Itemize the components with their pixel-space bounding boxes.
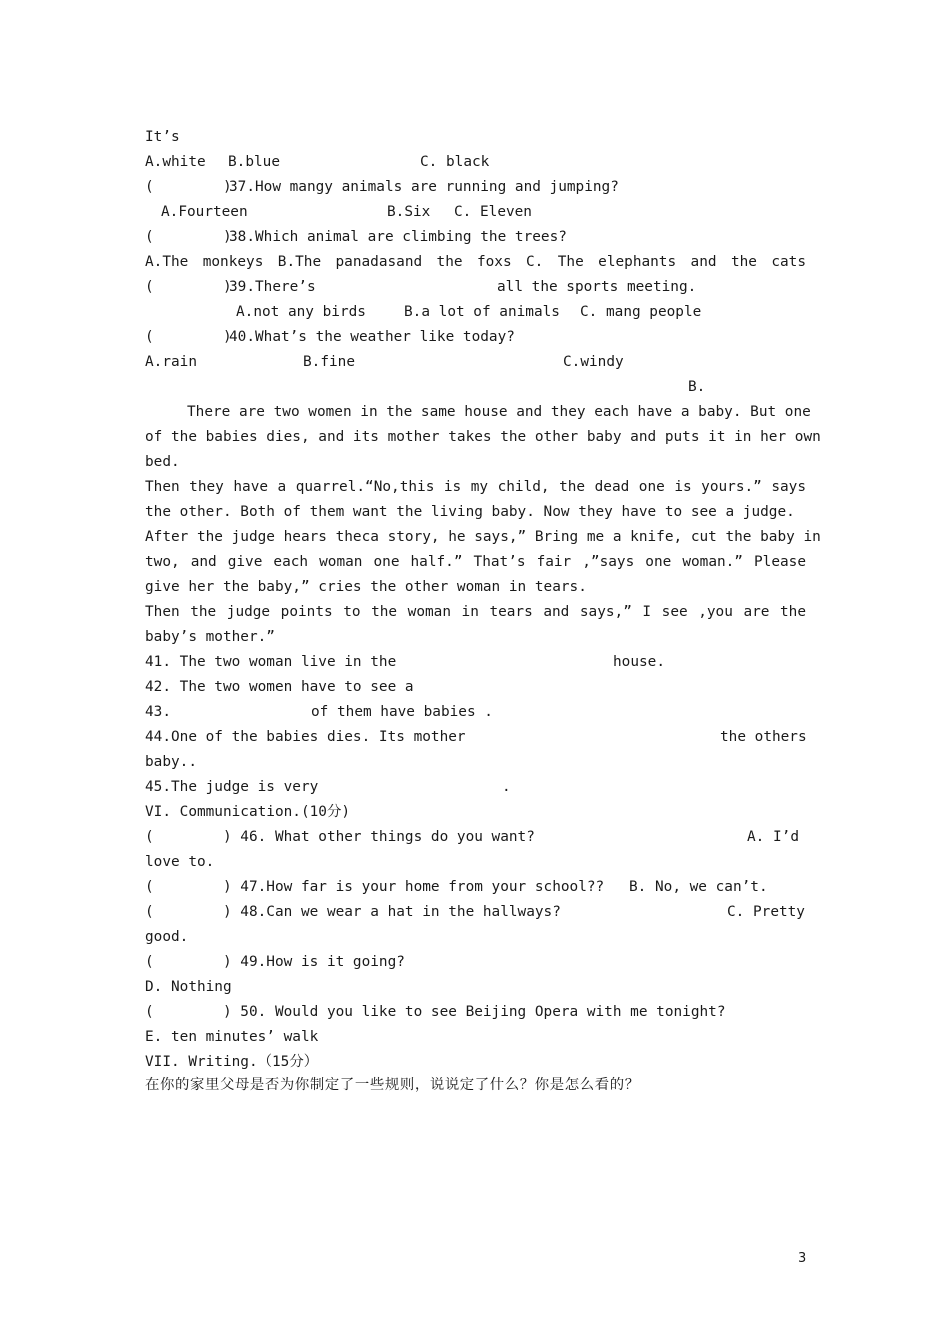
- passage-line: give her the baby,” cries the other woman in tears.: [145, 579, 587, 595]
- passage-line: baby’s mother.”: [145, 629, 275, 645]
- option-c-text: C. Pretty: [727, 904, 805, 920]
- q40-option-a: A.rain: [145, 354, 197, 370]
- q40-question: 40.What’s the weather like today?: [229, 329, 515, 345]
- option-b-text: B. No, we can’t.: [629, 879, 768, 895]
- q39-question-end: all the sports meeting.: [497, 279, 697, 295]
- q39-question-start: 39.There’s: [229, 279, 316, 295]
- option-a-text: A. I’d: [747, 829, 799, 845]
- passage-line: After the judge hears theca story, he says,” Bring me a knife, cut the baby in: [145, 529, 821, 545]
- q43-text: of them have babies .: [311, 704, 493, 720]
- q43-number: 43.: [145, 704, 171, 720]
- q40-option-c: C.windy: [563, 354, 624, 370]
- passage-line: bed.: [145, 454, 180, 470]
- q38-options: A.The monkeys B.The panadasand the foxs C. The elephants and the cats: [145, 254, 806, 270]
- option-c-continued: good.: [145, 929, 189, 945]
- q37-option-c: C. Eleven: [454, 204, 532, 220]
- q49-question: ( ) 49.How is it going?: [145, 954, 405, 970]
- q46-question: ( ) 46. What other things do you want?: [145, 829, 535, 845]
- part-b-label: B.: [688, 379, 706, 395]
- q50-question: ( ) 50. Would you like to see Beijing Opera with me tonight?: [145, 1004, 726, 1020]
- q39-option-b: B.a lot of animals: [404, 304, 560, 320]
- q41-end: house.: [613, 654, 665, 670]
- q39-answer-paren: ( ): [145, 279, 232, 295]
- passage-line: There are two women in the same house and they each have a baby. But one: [187, 404, 811, 420]
- q39-option-c: C. mang people: [580, 304, 702, 320]
- passage-line: Then the judge points to the woman in tears and says,” I see ,you are the: [145, 604, 806, 620]
- q37-question: 37.How mangy animals are running and jumping?: [229, 179, 619, 195]
- q40-option-b: B.fine: [303, 354, 355, 370]
- q37-answer-paren: ( ): [145, 179, 232, 195]
- q38-question: 38.Which animal are climbing the trees?: [229, 229, 567, 245]
- q41-start: 41. The two woman live in the: [145, 654, 397, 670]
- q36-option-a: A.white: [145, 154, 206, 170]
- passage-line: two, and give each woman one half.” That’s fair ,”says one woman.” Please: [145, 554, 806, 570]
- q48-question: ( ) 48.Can we wear a hat in the hallways?: [145, 904, 561, 920]
- q42: 42. The two women have to see a: [145, 679, 414, 695]
- q44-end: baby..: [145, 754, 197, 770]
- passage-line: Then they have a quarrel.“No,this is my child, the dead one is yours.” says: [145, 479, 806, 495]
- section-vi-heading: VI. Communication.(10分): [145, 804, 350, 820]
- q37-option-b: B.Six: [387, 204, 431, 220]
- q36-option-c: C. black: [420, 154, 490, 170]
- option-d-text: D. Nothing: [145, 979, 232, 995]
- q36-tail: It’s: [145, 129, 180, 145]
- q39-option-a: A.not any birds: [236, 304, 366, 320]
- q47-question: ( ) 47.How far is your home from your school??: [145, 879, 605, 895]
- option-a-continued: love to.: [145, 854, 215, 870]
- q37-option-a: A.Fourteen: [161, 204, 248, 220]
- q45-start: 45.The judge is very: [145, 779, 319, 795]
- passage-line: the other. Both of them want the living baby. Now they have to see a judge.: [145, 504, 795, 520]
- q44-middle: the others: [720, 729, 807, 745]
- q40-answer-paren: ( ): [145, 329, 232, 345]
- q36-option-b: B.blue: [228, 154, 280, 170]
- q44-start: 44.One of the babies dies. Its mother: [145, 729, 466, 745]
- passage-line: of the babies dies, and its mother takes the other baby and puts it in her own: [145, 429, 821, 445]
- writing-prompt: 在你的家里父母是否为你制定了一些规则，说说定了什么？你是怎么看的？: [145, 1077, 640, 1093]
- option-e-text: E. ten minutes’ walk: [145, 1029, 319, 1045]
- q38-answer-paren: ( ): [145, 229, 232, 245]
- page-number: 3: [798, 1251, 807, 1266]
- q45-end: .: [502, 779, 511, 795]
- section-vii-heading: VII. Writing.（15分）: [145, 1054, 319, 1070]
